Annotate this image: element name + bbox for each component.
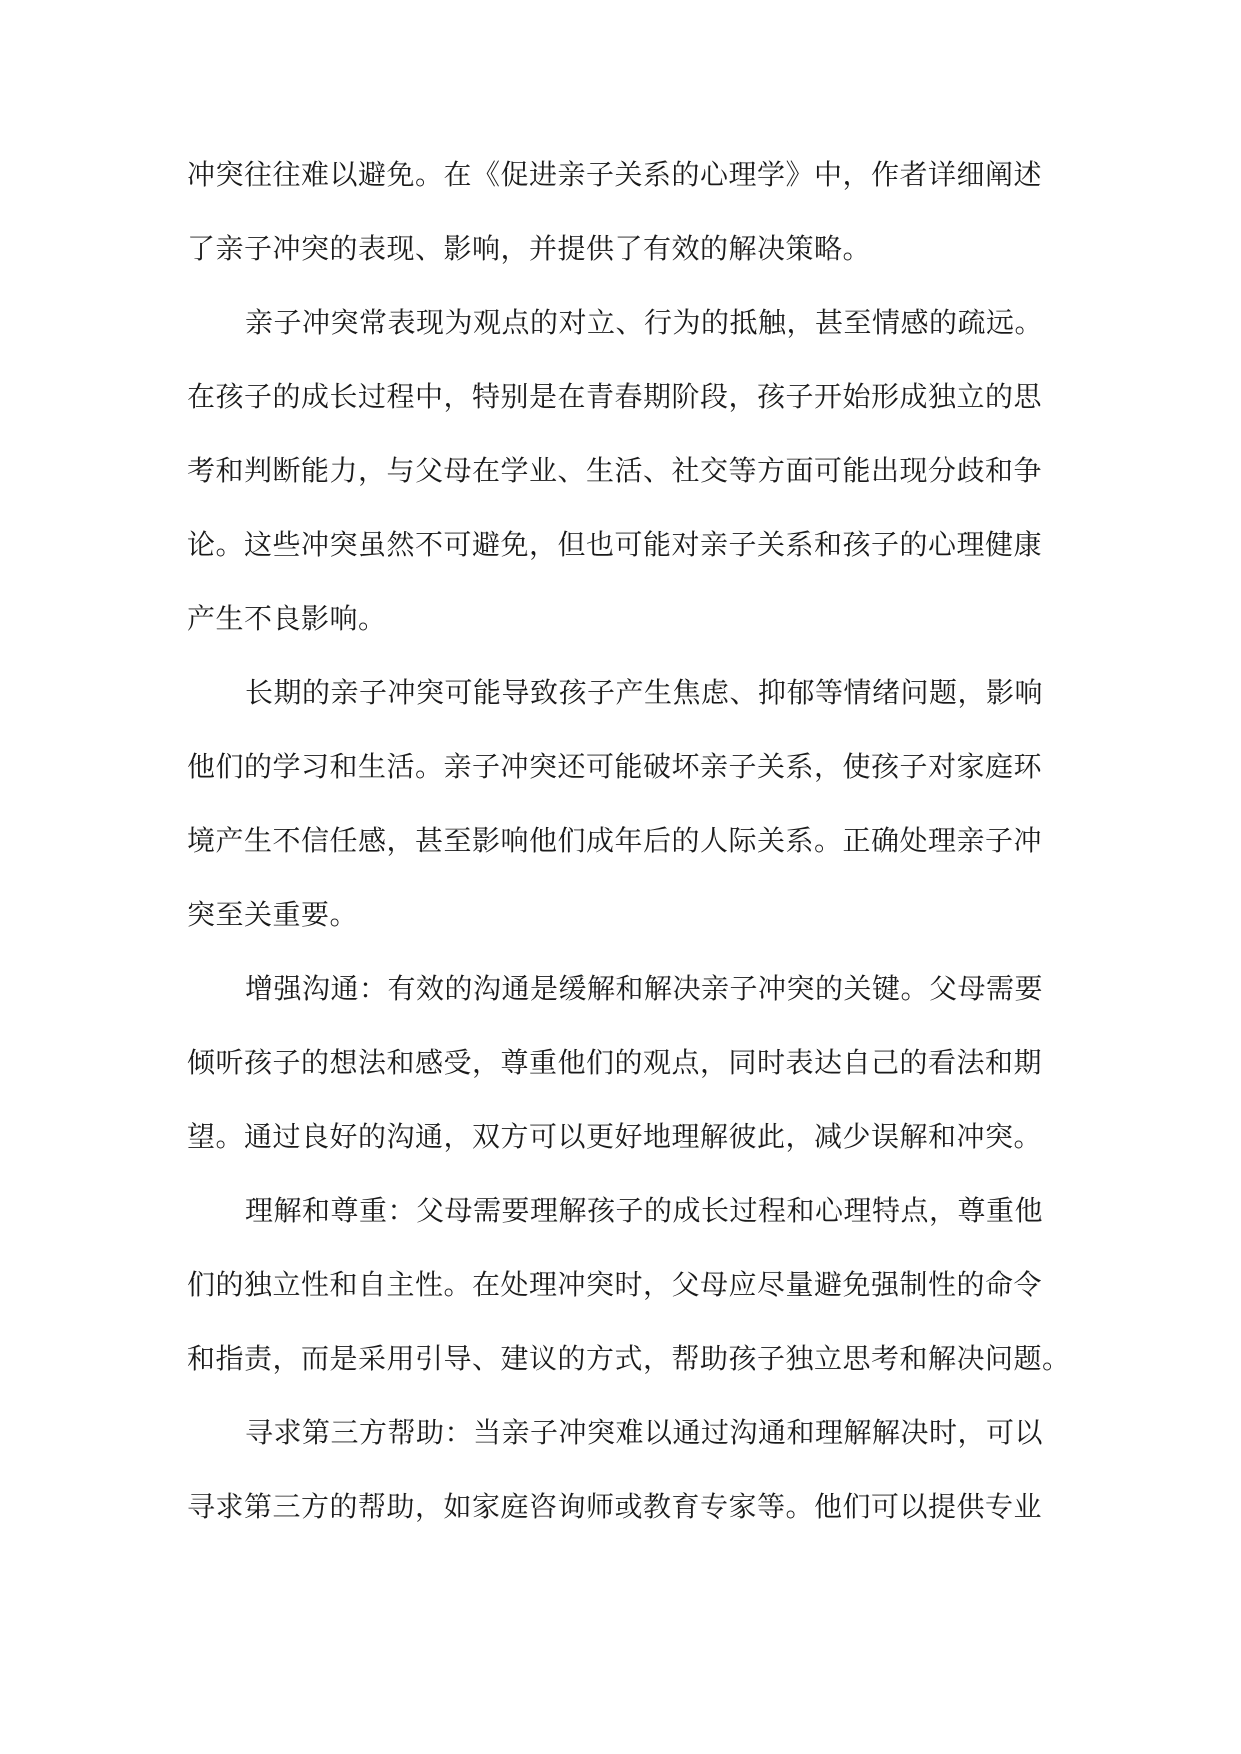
paragraph-first-line: 寻求第三方帮助：当亲子冲突难以通过沟通和理解解决时，可以 [245, 1416, 1044, 1449]
text-line: 论。这些冲突虽然不可避免，但也可能对亲子关系和孩子的心理健康 [187, 528, 1043, 561]
text-line: 突至关重要。 [187, 898, 359, 931]
text-line: 们的独立性和自主性。在处理冲突时，父母应尽量避免强制性的命令 [187, 1268, 1043, 1301]
text-line: 望。通过良好的沟通，双方可以更好地理解彼此，减少误解和冲突。 [187, 1120, 1043, 1153]
text-line: 寻求第三方的帮助，如家庭咨询师或教育专家等。他们可以提供专业 [187, 1490, 1043, 1523]
paragraph-first-line: 亲子冲突常表现为观点的对立、行为的抵触，甚至情感的疏远。 [245, 306, 1044, 339]
document-body [187, 138, 1071, 1544]
text-line: 冲突往往难以避免。在《促进亲子关系的心理学》中，作者详细阐述 [187, 158, 1043, 191]
text-line: 考和判断能力，与父母在学业、生活、社交等方面可能出现分歧和争 [187, 454, 1043, 487]
text-line: 境产生不信任感，甚至影响他们成年后的人际关系。正确处理亲子冲 [187, 824, 1043, 857]
paragraph-first-line: 长期的亲子冲突可能导致孩子产生焦虑、抑郁等情绪问题，影响 [245, 676, 1044, 709]
text-line: 他们的学习和生活。亲子冲突还可能破坏亲子关系，使孩子对家庭环 [187, 750, 1043, 783]
text-line: 和指责，而是采用引导、建议的方式，帮助孩子独立思考和解决问题。 [187, 1342, 1071, 1375]
text-line: 了亲子冲突的表现、影响，并提供了有效的解决策略。 [187, 232, 872, 265]
document-page [187, 138, 1071, 1544]
text-line: 在孩子的成长过程中，特别是在青春期阶段，孩子开始形成独立的思 [187, 380, 1043, 413]
paragraph-first-line: 增强沟通：有效的沟通是缓解和解决亲子冲突的关键。父母需要 [245, 972, 1044, 1005]
paragraph-first-line: 理解和尊重：父母需要理解孩子的成长过程和心理特点，尊重他 [245, 1194, 1044, 1227]
text-line: 产生不良影响。 [187, 602, 387, 635]
text-line: 倾听孩子的想法和感受，尊重他们的观点，同时表达自己的看法和期 [187, 1046, 1043, 1079]
